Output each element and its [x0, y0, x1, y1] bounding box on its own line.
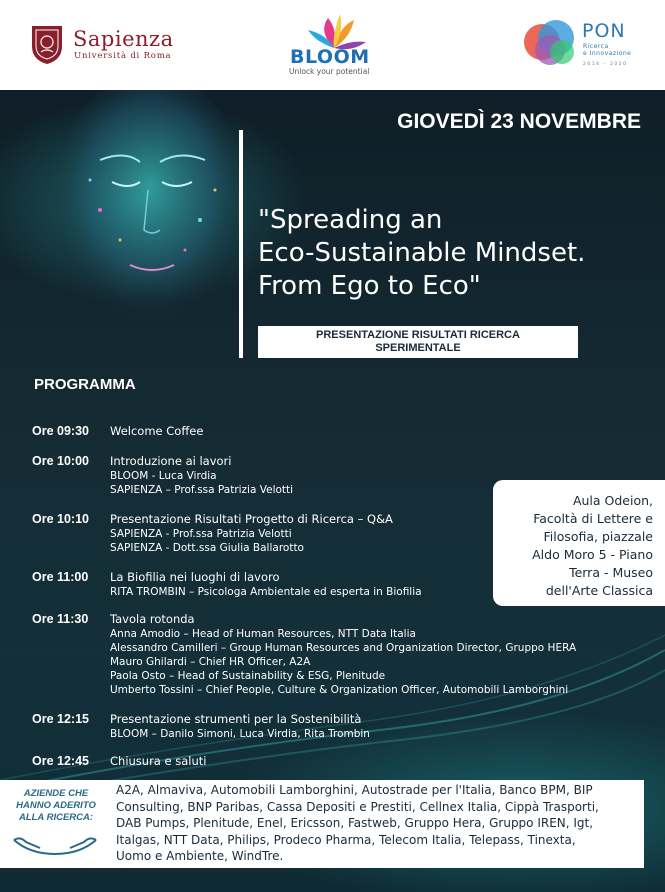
- slot-detail: SAPIENZA - Prof.ssa Patrizia Velotti: [110, 528, 292, 540]
- pon-name: PON: [582, 20, 626, 42]
- slot-time: Ore 12:15: [32, 712, 89, 726]
- slot-title: Tavola rotonda: [110, 612, 195, 626]
- program-heading: PROGRAMMA: [34, 376, 136, 393]
- slot-title: Welcome Coffee: [110, 424, 204, 438]
- event-title-line2: Eco-Sustainable Mindset.: [258, 238, 586, 268]
- sponsors-label-line2: HANNO ADERITO: [16, 800, 96, 811]
- sponsors-line: Uomo e Ambiente, WindTre.: [116, 849, 284, 863]
- slot-detail: SAPIENZA - Dott.ssa Giulia Ballarotto: [110, 542, 304, 554]
- slot-detail: Paola Osto – Head of Sustainability & ESG, Plenitude: [110, 670, 386, 682]
- slot-detail: SAPIENZA – Prof.ssa Patrizia Velotti: [110, 484, 294, 496]
- event-subtitle-box: [258, 326, 578, 358]
- event-title: [258, 204, 658, 303]
- slot-title: La Biofilia nei luoghi di lavoro: [110, 570, 280, 584]
- logo-header: [0, 0, 665, 90]
- venue-line: dell'Arte Classica: [545, 583, 653, 598]
- sponsors-line: Consulting, BNP Paribas, Cassa Depositi e Prestiti, Cellnex Italia, Cippà Trasporti,: [116, 799, 599, 814]
- slot-detail: BLOOM – Danilo Simoni, Luca Virdia, Rita Trombin: [110, 728, 370, 740]
- pon-circles-icon: [522, 18, 580, 68]
- slot-time: Ore 09:30: [32, 424, 89, 438]
- venue-line: Aula Odeion,: [572, 493, 653, 508]
- sponsors-list: [116, 782, 636, 865]
- event-title-line3: From Ego to Eco": [258, 271, 481, 301]
- bloom-tagline: Unlock your potential: [289, 67, 370, 76]
- slot-detail: RITA TROMBIN – Psicologa Ambientale ed esperta in Biofilia: [110, 586, 422, 598]
- venue-line: Terra - Museo: [569, 565, 653, 580]
- pon-years: 2014 – 2020: [583, 62, 628, 67]
- slot-title: Presentazione Risultati Progetto di Ricerca – Q&A: [110, 512, 393, 526]
- venue-line: Aldo Moro 5 - Piano: [532, 547, 653, 562]
- slot-detail: Mauro Ghilardi – Chief HR Officer, A2A: [110, 656, 311, 668]
- sapienza-name: Sapienza: [73, 27, 174, 51]
- title-accent-bar: [239, 130, 243, 358]
- open-hands-icon: [10, 830, 100, 860]
- sapienza-seal-icon: [28, 22, 66, 66]
- pon-subtitle-line2: e Innovazione: [583, 50, 632, 57]
- event-date: GIOVEDÌ 23 NOVEMBRE: [397, 110, 641, 133]
- slot-title: Chiusura e saluti: [110, 754, 207, 768]
- sponsors-line: Italgas, NTT Data, Philips, Prodeco Pharma, Telecom Italia, Telepass, Tinexta,: [116, 832, 576, 847]
- slot-time: Ore 10:00: [32, 454, 89, 468]
- slot-detail: Alessandro Camilleri – Group Human Resources and Organization Director, Gruppo HERA: [110, 642, 577, 654]
- slot-time: Ore 11:00: [32, 570, 89, 584]
- venue-box: [493, 480, 665, 606]
- venue-line: Filosofia, piazzale: [543, 529, 653, 544]
- pon-subtitle-line1: Ricerca: [583, 43, 609, 50]
- sponsors-label-line3: ALLA RICERCA:: [18, 812, 94, 823]
- venue-line: Facoltà di Lettere e: [533, 511, 653, 526]
- sponsors-line: DAB Pumps, Plenitude, Enel, Ericsson, Fastweb, Gruppo Hera, Gruppo IREN, Igt,: [116, 816, 594, 830]
- slot-title: Introduzione ai lavori: [110, 454, 232, 468]
- slot-detail: Umberto Tossini – Chief People, Culture & Organization Officer, Automobili Lamborghini: [110, 684, 569, 696]
- event-title-line1: "Spreading an: [258, 205, 443, 235]
- sponsors-label: [8, 788, 104, 824]
- sponsors-label-line1: AZIENDE CHE: [23, 788, 89, 799]
- event-poster: [0, 90, 665, 892]
- sapienza-subtitle: Università di Roma: [74, 51, 172, 61]
- slot-title: Presentazione strumenti per la Sostenibilità: [110, 712, 362, 726]
- event-subtitle: PRESENTAZIONE RISULTATI RICERCA SPERIMENTALE: [316, 329, 520, 354]
- slot-time: Ore 10:10: [32, 512, 89, 526]
- glowing-face-image: [40, 90, 260, 350]
- slot-time: Ore 11:30: [32, 612, 89, 626]
- sponsors-box: [0, 780, 644, 868]
- bloom-name: BLOOM: [290, 46, 370, 68]
- sponsors-line: A2A, Almaviva, Automobili Lamborghini, Autostrade per l'Italia, Banco BPM, BIP: [116, 783, 593, 797]
- slot-detail: Anna Amodio – Head of Human Resources, NTT Data Italia: [110, 628, 416, 640]
- pon-subtitle: [583, 43, 631, 57]
- slot-time: Ore 12:45: [32, 754, 89, 768]
- slot-detail: BLOOM - Luca Virdia: [110, 470, 217, 482]
